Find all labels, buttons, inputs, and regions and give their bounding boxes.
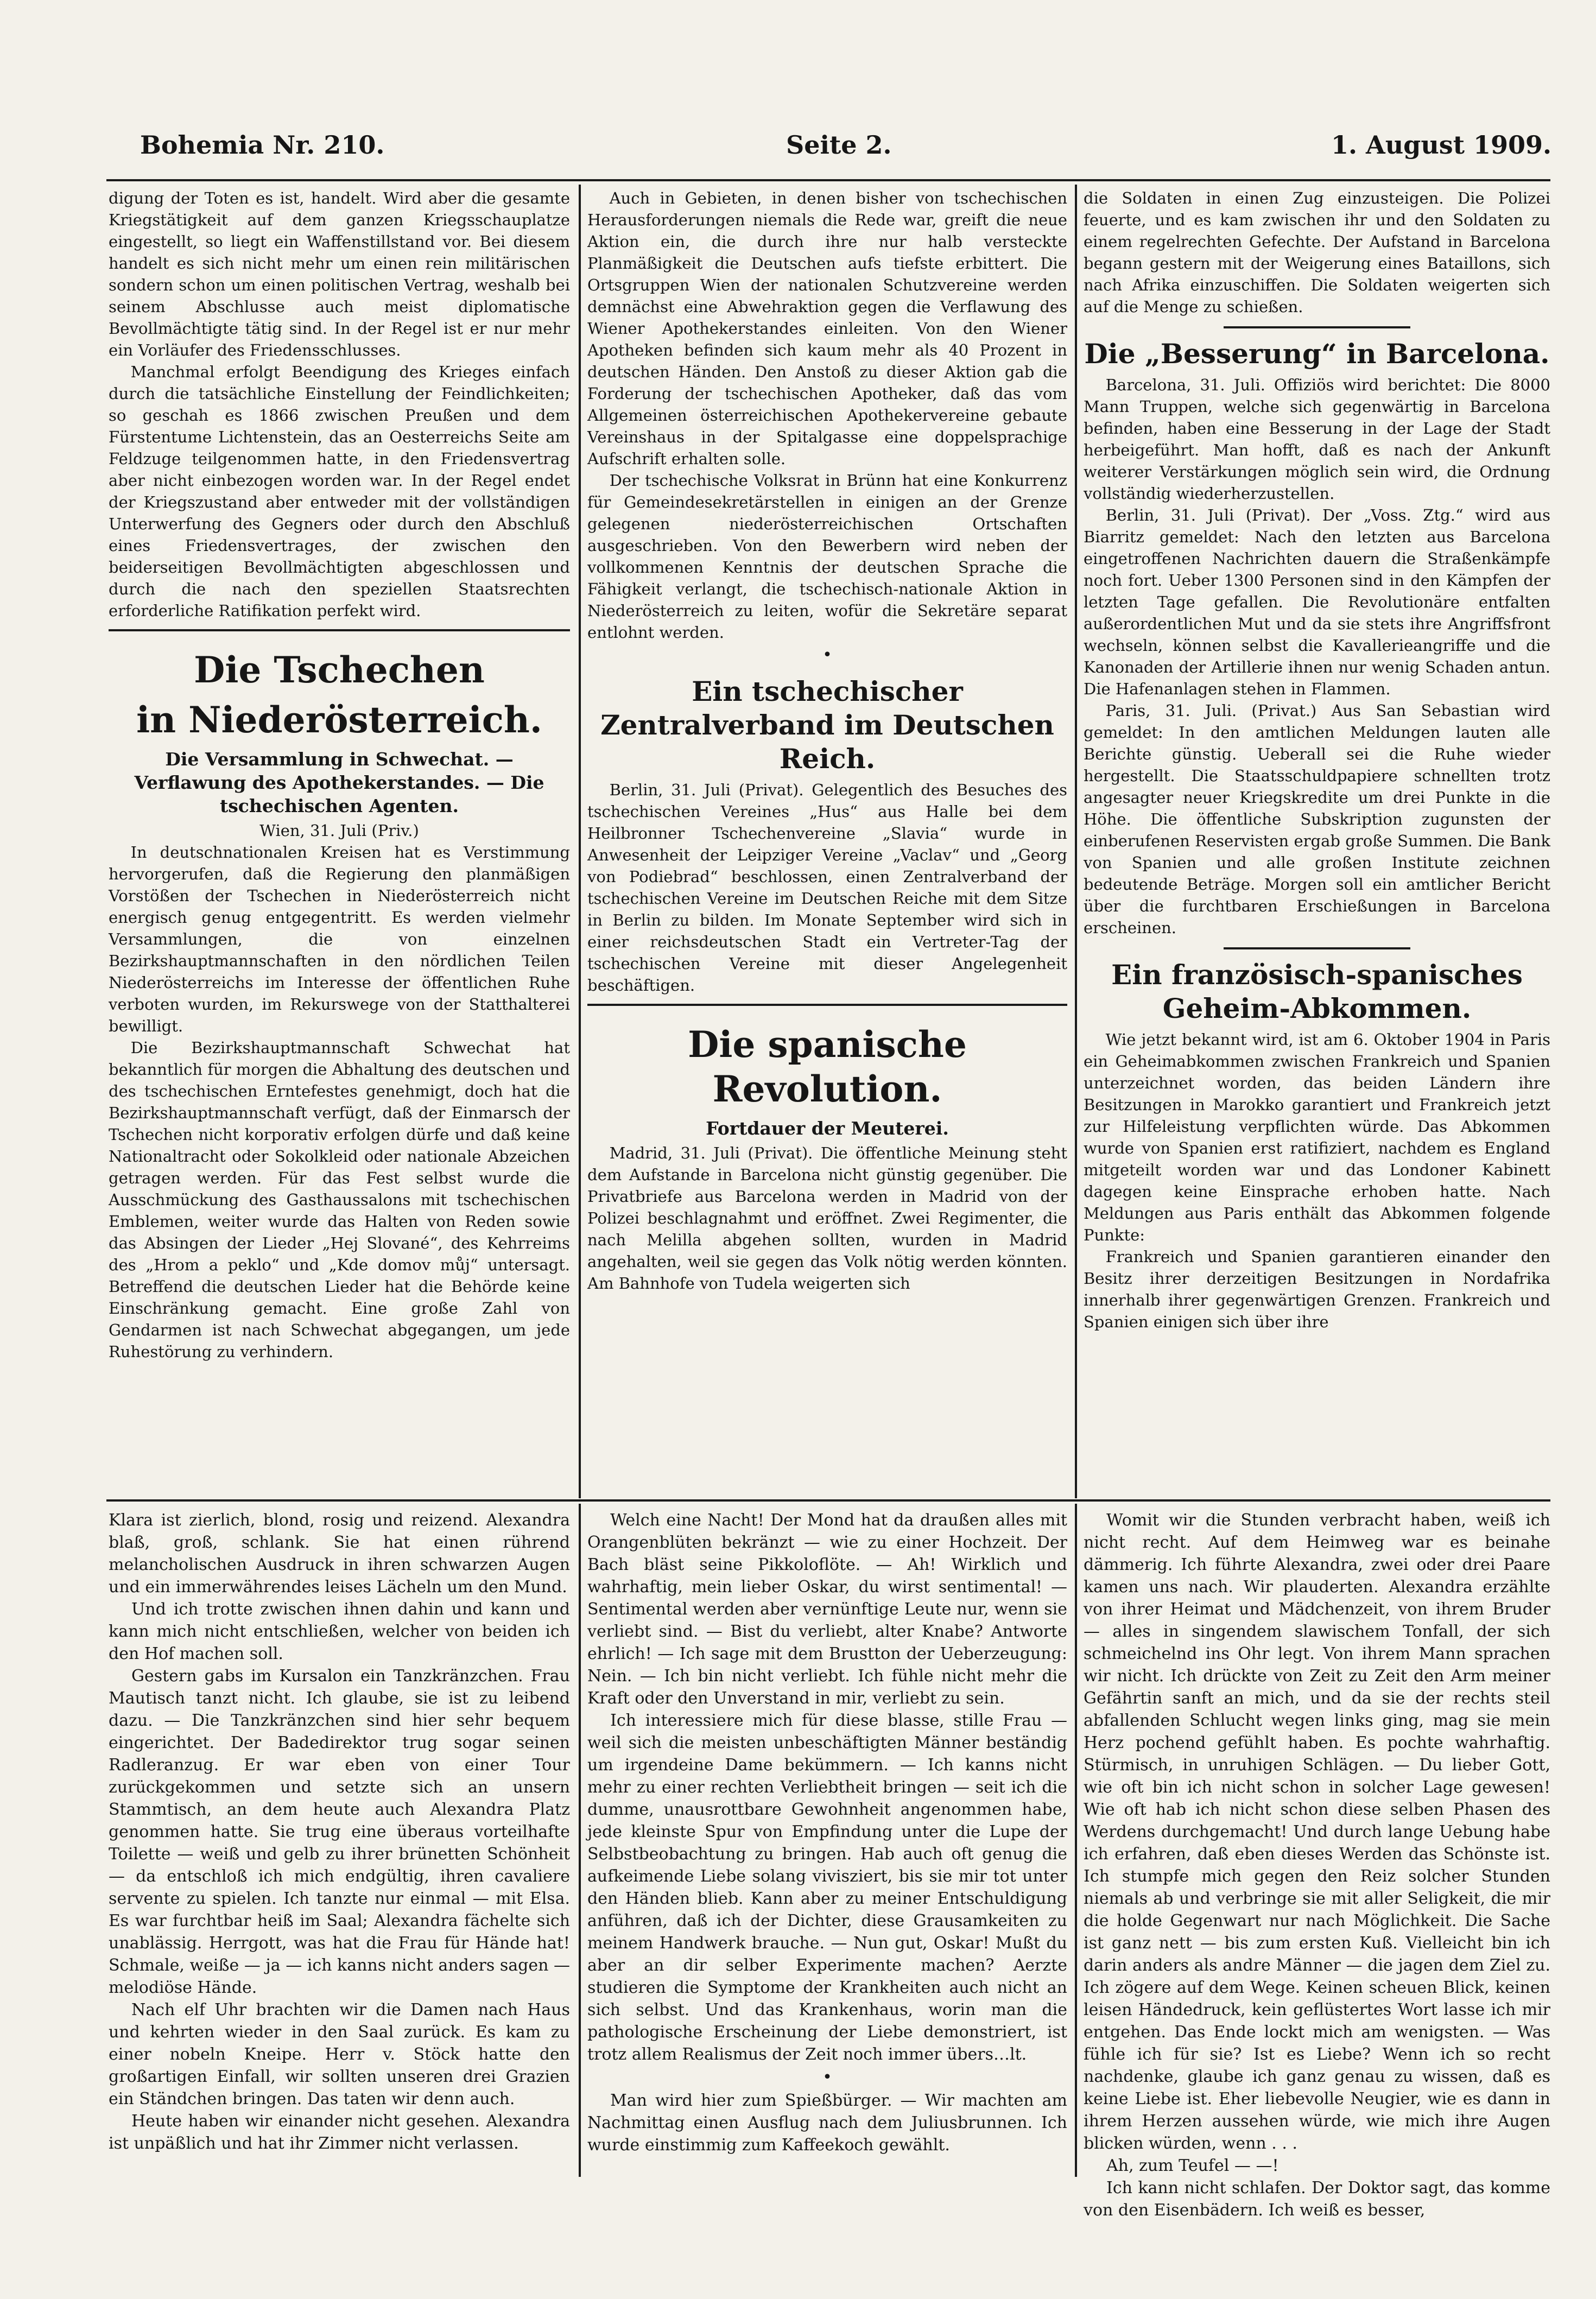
article-text: Die Bezirkshauptmannschaft Schwechat hat bekanntlich für morgen die Abhaltung des deutschen und des tschechischen Erntefestes genehmigt, doch hat die Bezirkshauptmannschaft verfügt, daß der Einmarsch der Tschechen nicht korporativ erfolgen dürfe und daß keine Nationaltracht oder Sokolkleid oder nationale Abzeichen getragen werden. Für das Fest selbst wurde die Ausschmückung des Gasthaussalons mit tschechischen Emblemen, weiter wurde das Halten von Reden sowie das Absingen der Lieder „Hej Slované“, des Kehrreims des „Hrom a peklo“ und „Kde domov můj“ untersagt. Betreffend die deutschen Lieder hat die Behörde keine Einschränkung gemacht. Eine große Zahl von Gendarmen ist nach Schwechat abgegangen, um jede Ruhestörung zu verhindern.: [109, 1038, 570, 1361]
feuilleton-text: Ich kann nicht schlafen. Der Doktor sagt, das komme von den Eisenbädern. Ich weiß es besser,: [1084, 2178, 1550, 2220]
feuilleton-text: Ah, zum Teufel — —!: [1106, 2156, 1279, 2175]
feuilleton-divider-1: [579, 1504, 581, 2177]
feuilleton-rule: [106, 1499, 1550, 1502]
article-text: Paris, 31. Juli. (Privat.) Aus San Sebastian wird gemeldet: In den amtlichen Meldungen lauten alle Berichte günstig. Ueberall sei die Ruhe wieder hergestellt. Die Staatsschuldpapiere schnellten trotz angesagter neuer Kriegskredite um drei Punkte in die Höhe. Die öffentliche Subskription zugunsten der einberufenen Reservisten ergab große Summen. Die Bank von Spanien und alle großen Institute zeichnen bedeutende Beträge. Morgen soll ein amtlicher Bericht über die furchtbaren Erschießungen in Barcelona erscheinen.: [1084, 701, 1550, 937]
article-divider: [109, 629, 570, 631]
subheadline: Die Versammlung in Schwechat. — Verflawung des Apothekerstandes. — Die tschechischen Agenten.: [134, 749, 544, 816]
feuilleton-text: Gestern gabs im Kursalon ein Tanzkränzchen. Frau Mautisch tanzt nicht. Ich glaube, sie ist zu leibend dazu. — Die Tanzkränzchen sind hier sehr bequem eingerichtet. Der Badedirektor trug sogar seinen Radleranzug. Er war eben von einer Tour zurückgekommen und setzte sich an unsern Stammtisch, an dem heute auch Alexandra Platz genommen hatte. Sie trug eine überaus vorteilhafte Toilette — weiß und gelb zu ihrer brünetten Schönheit — da entschloß ich mich endgültig, ihren cavaliere servente zu spielen. Ich tanzte nur einmal — mit Elsa. Es war furchtbar heiß im Saal; Alexandra fächelte sich unablässig. Herrgott, was hat die Frau für Hände hat! Schmale, weiße — ja — ich kanns nicht anders sagen — melodiöse Hände.: [109, 1667, 570, 1997]
masthead: [140, 130, 1551, 168]
column-1: [109, 187, 570, 1490]
article-text: Frankreich und Spanien garantieren einander den Besitz ihrer derzeitigen Besitzungen in Nordafrika innerhalb ihrer gegenwärtigen Grenzen. Frankreich und Spanien einigen sich über ihre: [1084, 1247, 1550, 1331]
feuilleton-text: Und ich trotte zwischen ihnen dahin und kann und kann mich nicht entschließen, welcher von beiden ich den Hof machen soll.: [109, 1600, 570, 1663]
feuilleton-text: Man wird hier zum Spießbürger. — Wir machten am Nachmittag einen Ausflug nach dem Juliusbrunnen. Ich wurde einstimmig zum Kaffeekoch gewählt.: [587, 2091, 1067, 2155]
feuilleton-text: Klara ist zierlich, blond, rosig und reizend. Alexandra blaß, groß, schlank. Sie hat einen rührend melancholischen Ausdruck in ihren schwarzen Augen und ein immerwährendes leises Lächeln um den Mund.: [109, 1511, 570, 1597]
headline-tschechen-2: in Niederösterreich.: [136, 699, 542, 741]
dateline: Wien, 31. Juli (Priv.): [259, 821, 419, 840]
feuilleton-text: Ich interessiere mich für diese blasse, stille Frau — weil sich die meisten unbeschäftigten Männer beständig um irgendeine Dame bekümmern. — Ich kanns nicht mehr zu einer rechten Verliebtheit bringen — seit ich die dumme, unausrottbare Gewohnheit angenommen habe, jede kleinste Spur von Empfindung unter die Lupe der Selbstbeobachtung zu bringen. Hab auch oft genug die aufkeimende Liebe solang vivisziert, bis sie mir tot unter den Händen blieb. Kann aber zu meiner Entschuldigung anführen, daß ich der Dichter, diese Grausamkeiten zu meinem Handwerk brauche. — Nun gut, Oskar! Mußt du aber an dir selber Experimente machen? Aerzte studieren die Symptome der Krankheiten auch nicht an sich selbst. Und das Krankenhaus, worin man die pathologische Erscheinung der Liebe demonstriert, ist trotz allem Realismus der Zeit noch immer übers…lt.: [587, 1711, 1067, 2064]
feuilleton-column-3: [1084, 1509, 1550, 2220]
article-text: die Soldaten in einen Zug einzusteigen. Die Polizei feuerte, und es kam zwischen ihr und den Soldaten zu einem regelrechten Gefechte. Der Aufstand in Barcelona begann gestern mit der Weigerung eines Bataillons, sich nach Afrika einzuschiffen. Die Soldaten weigerten sich auf die Menge zu schießen.: [1084, 189, 1550, 316]
feuilleton-text: Welch eine Nacht! Der Mond hat da draußen alles mit Orangenblüten bekränzt — wie zu einer Hochzeit. Der Bach bläst seine Pikkoloflöte. — Ah! Wirklich und wahrhaftig, mein lieber Oskar, du wirst sentimental! — Sentimental werden aber vernünftige Leute nur, wenn sie verliebt sind. — Bist du verliebt, alter Knabe? Antworte ehrlich! — Ich sage mit dem Brustton der Ueberzeugung: Nein. — Ich bin nicht verliebt. Ich fühle nicht mehr die Kraft oder den Unverstand in mir, verliebt zu sein.: [587, 1511, 1067, 1708]
article-divider: [1224, 326, 1410, 328]
article-text: Wie jetzt bekannt wird, ist am 6. Oktober 1904 in Paris ein Geheimabkommen zwischen Frankreich und Spanien unterzeichnet worden, das beiden Ländern ihre Besitzungen in Marokko garantiert und Frankreich jetzt zur Hilfeleistung verpflichten würde. Das Abkommen wurde von Spanien erst ratifiziert, nachdem es England mitgeteilt worden war und das Londoner Kabinett dagegen keine Einsprache erhoben hatte. Nach Meldungen aus Paris enthält das Abkommen folgende Punkte:: [1084, 1030, 1550, 1244]
headline-tschechen-1: Die Tschechen: [194, 649, 485, 691]
feuilleton-text: Heute haben wir einander nicht gesehen. Alexandra ist unpäßlich und hat ihr Zimmer nicht verlassen.: [109, 2112, 570, 2153]
separator-dot: •: [822, 645, 832, 664]
masthead-page-number: Seite 2.: [786, 130, 892, 160]
feuilleton-text: Womit wir die Stunden verbracht haben, weiß ich nicht recht. Auf dem Heimweg war es beinahe dämmerig. Ich führte Alexandra, zwei oder drei Paare kamen uns nach. Wir plauderten. Alexandra erzählte von ihrer Heimat und Mädchenzeit, von ihrem Bruder — alles in singendem slawischem Tonfall, der sich schmeichelnd ins Ohr legt. Von ihrem Mann sprachen wir nicht. Ich drückte von Zeit zu Zeit den Arm meiner Gefährtin sanft an mich, und da sie der rechts steil abfallenden Schlucht wegen links ging, mag sie mein Herz pochend gefühlt haben. Es pochte wahrhaftig. Stürmisch, in unruhigen Schlägen. — Du lieber Gott, wie oft bin ich nicht schon in solcher Lage gewesen! Wie oft hab ich nicht schon diese selben Phasen des Werdens durchgemacht! Und durch lange Uebung habe ich erfahren, daß eben dieses Werden das Schönste ist. Ich stumpfe mich gegen den Reiz solcher Stunden niemals ab und verbringe sie mit aller Seligkeit, die mir die holde Gegenwart nur nach Möglichkeit. Die Sache ist ganz nett — bis zum ersten Kuß. Vielleicht bin ich darin anders als andre Männer — die jagen dem Ziel zu. Ich zögere auf dem Wege. Keinen scheuen Blick, keinen leisen Händedruck, kein geflüstertes Wort lasse ich mir entgehen. Das Ende lockt mich am wenigsten. — Was fühle ich für sie? Ist es Liebe? Wenn ich so recht nachdenke, glaube ich ganz genau zu wissen, daß es keine Liebe ist. Eher liebevolle Neugier, wie es dann in ihrem Herzen aussehen würde, wie mich ihre Augen blicken würden, wenn . . .: [1084, 1511, 1550, 2153]
article-divider: [1224, 947, 1410, 949]
masthead-rule: [106, 179, 1550, 181]
feuilleton-text: Nach elf Uhr brachten wir die Damen nach Haus und kehrten wieder in den Saal zurück. Es kam zu einer nobeln Kneipe. Herr v. Stöck hatte den großartigen Einfall, wir sollten unseren drei Grazien ein Ständchen bringen. Das taten wir denn auch.: [109, 2000, 570, 2108]
separator-dot: •: [822, 2068, 832, 2087]
headline-besserung: Die „Besserung“ in Barcelona.: [1084, 338, 1550, 370]
column-divider-2: [1075, 185, 1077, 1498]
headline-geheim-abkommen: Ein französisch-spanisches Geheim-Abkommen.: [1111, 959, 1523, 1024]
article-text: Der tschechische Volksrat in Brünn hat eine Konkurrenz für Gemeindesekretärstellen in einigen an der Grenze gelegenen niederösterreichischen Ortschaften ausgeschrieben. Von den Bewerbern wird neben der vollkommenen Kenntnis der deutschen Sprache die Fähigkeit verlangt, die tschechisch-nationale Aktion in Niederösterreich zu leiten, wofür die Sekretäre separat entlohnt werden.: [587, 471, 1067, 642]
headline-spanische-revolution: Die spanische Revolution.: [688, 1023, 967, 1110]
article-text: Berlin, 31. Juli (Privat). Gelegentlich des Besuches des tschechischen Vereines „Hus“ aus Halle bei dem Heilbronner Tschechenvereine „Slavia“ wurde in Anwesenheit der Leipziger Vereine „Vaclav“ und „Georg von Podiebrad“ beschlossen, einen Zentralverband der tschechischen Vereine im Deutschen Reiche mit dem Sitze in Berlin zu bilden. Im Monate September wird sich in einer reichsdeutschen Stadt ein Vertreter-Tag der tschechischen Vereine mit dieser Angelegenheit beschäftigen.: [587, 781, 1067, 995]
column-2: [587, 187, 1067, 1490]
feuilleton-column-2: [587, 1509, 1067, 2182]
article-text: Barcelona, 31. Juli. Offiziös wird berichtet: Die 8000 Mann Truppen, welche sich gegenwärtig in Barcelona befinden, haben eine Besserung in der Lage der Stadt herbeigeführt. Man hofft, daß es nach der Ankunft weiterer Verstärkungen möglich sein wird, die Ordnung vollständig wiederherzustellen.: [1084, 376, 1550, 503]
article-text: Manchmal erfolgt Beendigung des Krieges einfach durch die tatsächliche Einstellung der Feindlichkeiten; so geschah es 1866 zwischen Preußen und dem Fürstentume Lichtenstein, das an Oesterreichs Seite am Feldzuge teilgenommen hatte, in den Friedensvertrag aber nicht einbezogen worden war. In der Regel endet der Kriegszustand aber entweder mit der vollständigen Unterwerfung des Gegners oder durch den Abschluß eines Friedensvertrages, der zwischen den beiderseitigen Bevollmächtigten abgeschlossen und durch die nach den speziellen Staatsrechten erforderliche Ratifikation perfekt wird.: [109, 363, 570, 620]
article-divider: [587, 1004, 1067, 1006]
headline-zentralverband: Ein tschechischer Zentralverband im Deutschen Reich.: [600, 675, 1054, 775]
subheadline: Fortdauer der Meuterei.: [706, 1118, 949, 1139]
column-3: [1084, 187, 1550, 1490]
article-text: Auch in Gebieten, in denen bisher von tschechischen Herausforderungen niemals die Rede war, greift die neue Aktion ein, die durch ihre nur halb versteckte Planmäßigkeit die Deutschen aufs tiefste erbittert. Die Ortsgruppen Wien der nationalen Schutzvereine werden demnächst eine Abwehraktion gegen die Verflawung des Wiener Apothekerstandes einleiten. Von den Wiener Apotheken befinden sich kaum mehr als 40 Prozent in deutschen Händen. Den Anstoß zu dieser Aktion gab die Forderung der tschechischen Apotheker, daß das vom Allgemeinen österreichischen Apothekervereine gebaute Vereinshaus in der Spitalgasse eine doppelsprachige Aufschrift erhalten solle.: [587, 189, 1067, 468]
column-divider-1: [579, 185, 581, 1498]
masthead-date: 1. August 1909.: [1331, 130, 1551, 160]
article-text: In deutschnationalen Kreisen hat es Verstimmung hervorgerufen, daß die Regierung den planmäßigen Vorstößen der Tschechen in Niederösterreich nicht energisch genug entgegentritt. Es werden vielmehr Versammlungen, die von einzelnen Bezirkshauptmannschaften in den nördlichen Teilen Niederösterreichs im Interesse der öffentlichen Ruhe verboten wurden, im Rekurswege von der Statthalterei bewilligt.: [109, 843, 570, 1035]
masthead-paper-number: Bohemia Nr. 210.: [140, 130, 385, 160]
article-text: Madrid, 31. Juli (Privat). Die öffentliche Meinung steht dem Aufstande in Barcelona nicht günstig gegenüber. Die Privatbriefe aus Barcelona werden in Madrid von der Polizei beschlagnahmt und eröffnet. Zwei Regimenter, die nach Melilla abgehen sollten, wurden in Madrid angehalten, weil sie gegen das Volk nötig werden könnten. Am Bahnhofe von Tudela weigerten sich: [587, 1144, 1067, 1293]
article-text: digung der Toten es ist, handelt. Wird aber die gesamte Kriegstätigkeit auf dem ganzen Kriegsschauplatze eingestellt, so liegt ein Waffenstillstand vor. Bei diesem handelt es sich nicht mehr um einen rein militärischen sondern schon um einen politischen Vertrag, weshalb bei seinem Abschlusse auch meist diplomatische Bevollmächtigte tätig sind. In der Regel ist er nur mehr ein Vorläufer des Friedensschlusses.: [109, 189, 570, 359]
feuilleton-column-1: [109, 1509, 570, 2182]
feuilleton-divider-2: [1075, 1504, 1077, 2177]
article-text: Berlin, 31. Juli (Privat). Der „Voss. Ztg.“ wird aus Biarritz gemeldet: Nach den letzten aus Barcelona eingetroffenen Nachrichten dauern die Straßenkämpfe noch fort. Ueber 1300 Personen sind in den Kämpfen der letzten Tage gefallen. Die Revolutionäre entfalten außerordentlichen Mut und da sie stets ihre Angriffsfront wechseln, können selbst die Kavallerieangriffe und die Kanonaden der Artillerie ihnen nur wenig Schaden antun. Die Hafenanlagen stehen in Flammen.: [1084, 506, 1550, 698]
